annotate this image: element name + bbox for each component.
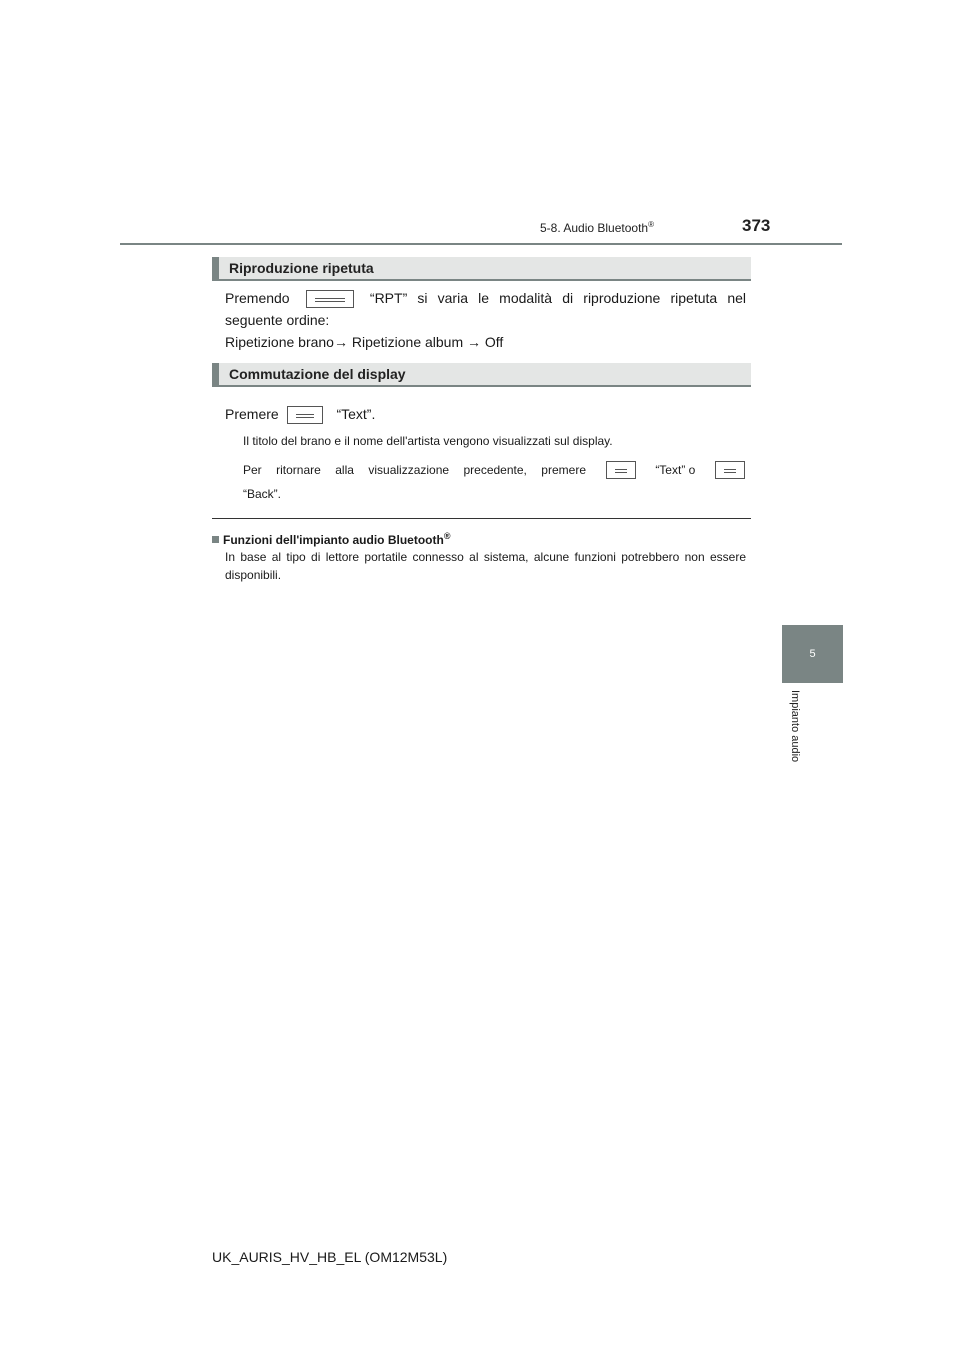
repeat-sequence: Ripetizione brano→ Ripetizione album → Off	[225, 334, 504, 350]
back-button-icon	[715, 461, 745, 479]
repeat-instruction-line1: Premendo “RPT” si varia le modalità di riproduzione ripetuta nel	[225, 287, 746, 309]
return-instruction-line2: “Back”.	[243, 487, 282, 501]
chapter-title: Impianto audio	[789, 690, 801, 763]
info-text: In base al tipo di lettore portatile connesso al sistema, alcune funzioni potrebbero non essere disponibili.	[225, 550, 746, 582]
section-header-repeat	[212, 257, 751, 281]
section-divider	[212, 518, 751, 519]
section-title: Riproduzione ripetuta	[229, 260, 374, 276]
text-button-icon-small	[606, 461, 636, 479]
chapter-tab	[782, 625, 843, 683]
document-code: UK_AURIS_HV_HB_EL (OM12M53L)	[212, 1249, 448, 1265]
page-number: 373	[742, 216, 771, 235]
rpt-button-icon	[306, 290, 354, 308]
return-instruction-line1: Per ritornare alla visualizzazione precedente, premere “Text” o	[243, 461, 745, 479]
section-header-display	[212, 363, 751, 387]
display-instruction: Premere “Text”.	[225, 403, 375, 425]
text-button-icon	[287, 406, 323, 424]
header-section-text: 5-8. Audio Bluetooth	[540, 221, 649, 235]
square-bullet-icon	[212, 536, 219, 543]
registered-mark: ®	[648, 220, 654, 229]
header-section-title	[540, 220, 654, 235]
chapter-title-vertical	[775, 690, 815, 780]
info-heading: Funzioni dell'impianto audio Bluetooth®	[212, 527, 450, 549]
repeat-instruction-line2: seguente ordine:	[225, 312, 330, 328]
chapter-number: 5	[809, 648, 816, 660]
section-title: Commutazione del display	[229, 366, 406, 382]
header-divider	[120, 243, 842, 245]
display-note: Il titolo del brano e il nome dell'artista vengono visualizzati sul display.	[243, 434, 613, 448]
